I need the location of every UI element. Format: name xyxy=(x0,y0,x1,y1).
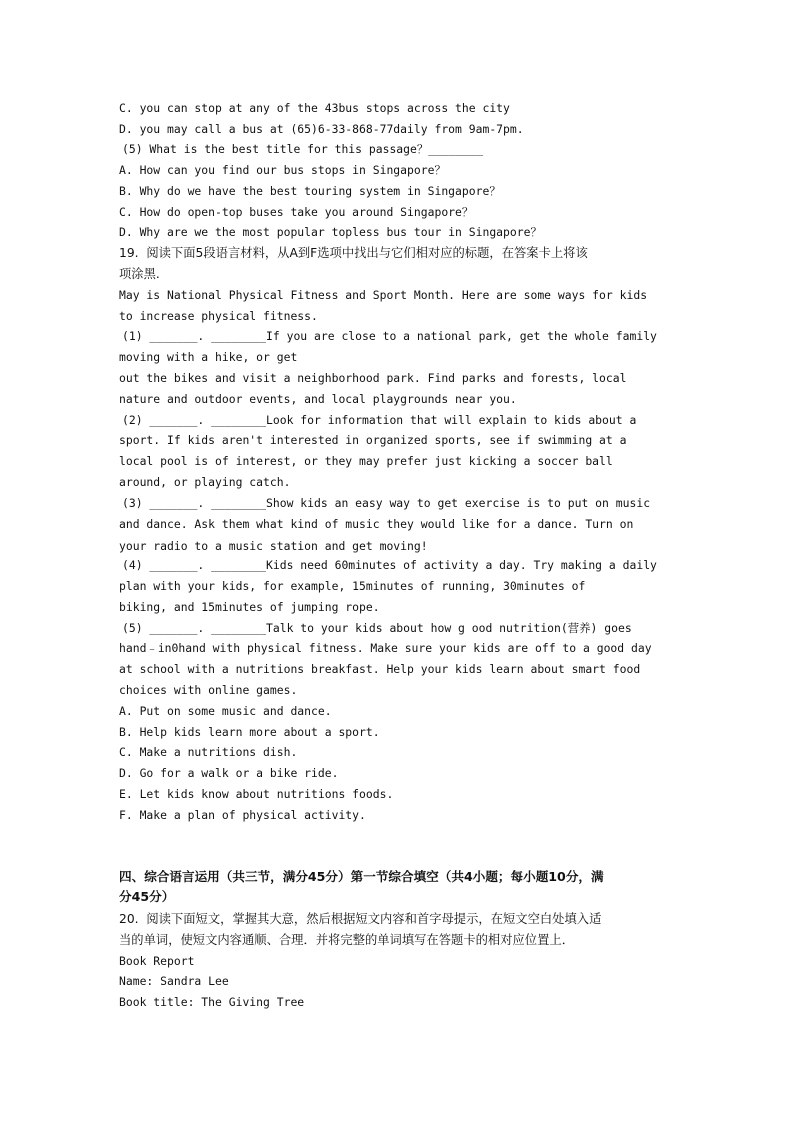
heading-option-a: A. Put on some music and dance. xyxy=(119,704,332,718)
section-4-heading-cont: 分45分） xyxy=(119,889,175,904)
paragraph-2-line-4: around, or playing catch. xyxy=(119,475,291,489)
heading-option-d: D. Go for a walk or a bike ride. xyxy=(119,766,339,780)
paragraph-3-line-3: your radio to a music station and get moving! xyxy=(119,539,428,553)
title-option-a: A. How can you find our bus stops in Singapore？ xyxy=(119,163,446,177)
heading-option-f: F. Make a plan of physical activity. xyxy=(119,808,366,822)
heading-option-b: B. Help kids learn more about a sport. xyxy=(119,725,380,739)
paragraph-2-line-3: local pool is of interest, or they may prefer just kicking a soccer ball xyxy=(119,454,613,468)
paragraph-5-line-2: hand﹣in0hand with physical fitness. Make sure your kids are off to a good day xyxy=(119,641,652,655)
title-option-c: C. How do open-top buses take you around Singapore？ xyxy=(119,205,474,219)
title-option-d: D. Why are we the most popular topless bus tour in Singapore？ xyxy=(119,225,542,239)
paragraph-4-line-2: plan with your kids, for example, 15minutes of running, 30minutes of xyxy=(119,579,586,593)
paragraph-3-line-2: and dance. Ask them what kind of music they would like for a dance. Turn on xyxy=(119,517,634,531)
question-20-instruction-cont: 当的单词，使短文内容通顺、合理．并将完整的单词填写在答题卡的相对应位置上． xyxy=(119,933,574,947)
q5-option-d-prev: D. you may call a bus at (65)6-33-868-77daily from 9am-7pm. xyxy=(119,122,524,136)
paragraph-2-line-2: sport. If kids aren't interested in organized sports, see if swimming at a xyxy=(119,433,627,447)
paragraph-4: (4) _______. ________Kids need 60minutes of activity a day. Try making a daily xyxy=(122,558,657,572)
section-4-heading: 四、综合语言运用（共三节，满分45分）第一节综合填空（共4小题；每小题10分，满 xyxy=(119,869,604,884)
paragraph-1: (1) _______. ________If you are close to a national park, get the whole family xyxy=(122,329,657,343)
paragraph-5-line-3: at school with a nutritions breakfast. Help your kids learn about smart food xyxy=(119,662,641,676)
heading-option-e: E. Let kids know about nutritions foods. xyxy=(119,787,394,801)
question-19-instruction: 19. 阅读下面5段语言材料，从A到F选项中找出与它们相对应的标题，在答案卡上将该 xyxy=(119,246,588,260)
paragraph-2: (2) _______. ________Look for information that will explain to kids about a xyxy=(122,413,637,427)
question-5-title: (5) What is the best title for this passage？________ xyxy=(122,142,484,156)
q5-option-c-prev: C. you can stop at any of the 43bus stops across the city xyxy=(119,101,510,115)
intro-text: May is National Physical Fitness and Sport Month. Here are some ways for kids xyxy=(119,288,648,302)
paragraph-4-line-3: biking, and 15minutes of jumping rope. xyxy=(119,600,380,614)
title-option-b: B. Why do we have the best touring system in Singapore？ xyxy=(119,184,501,198)
heading-option-c: C. Make a nutritions dish. xyxy=(119,745,298,759)
paragraph-5-line-4: choices with online games. xyxy=(119,683,298,697)
paragraph-1-line-4: nature and outdoor events, and local playgrounds near you. xyxy=(119,392,517,406)
paragraph-5: (5) _______. ________Talk to your kids about how g ood nutrition(营养) goes xyxy=(122,621,632,635)
question-20-instruction: 20. 阅读下面短文，掌握其大意，然后根据短文内容和首字母提示，在短文空白处填入适 xyxy=(119,912,602,926)
book-report-name: Name: Sandra Lee xyxy=(119,974,229,988)
paragraph-3: (3) _______. ________Show kids an easy way to get exercise is to put on music xyxy=(122,496,651,510)
book-report-title: Book Report xyxy=(119,954,195,968)
question-19-instruction-cont: 项涂黑. xyxy=(119,267,160,281)
paragraph-1-line-2: moving with a hike, or get xyxy=(119,350,298,364)
intro-text-cont: to increase physical fitness. xyxy=(119,309,318,323)
book-report-book-title: Book title: The Giving Tree xyxy=(119,995,305,1009)
paragraph-1-line-3: out the bikes and visit a neighborhood park. Find parks and forests, local xyxy=(119,371,627,385)
